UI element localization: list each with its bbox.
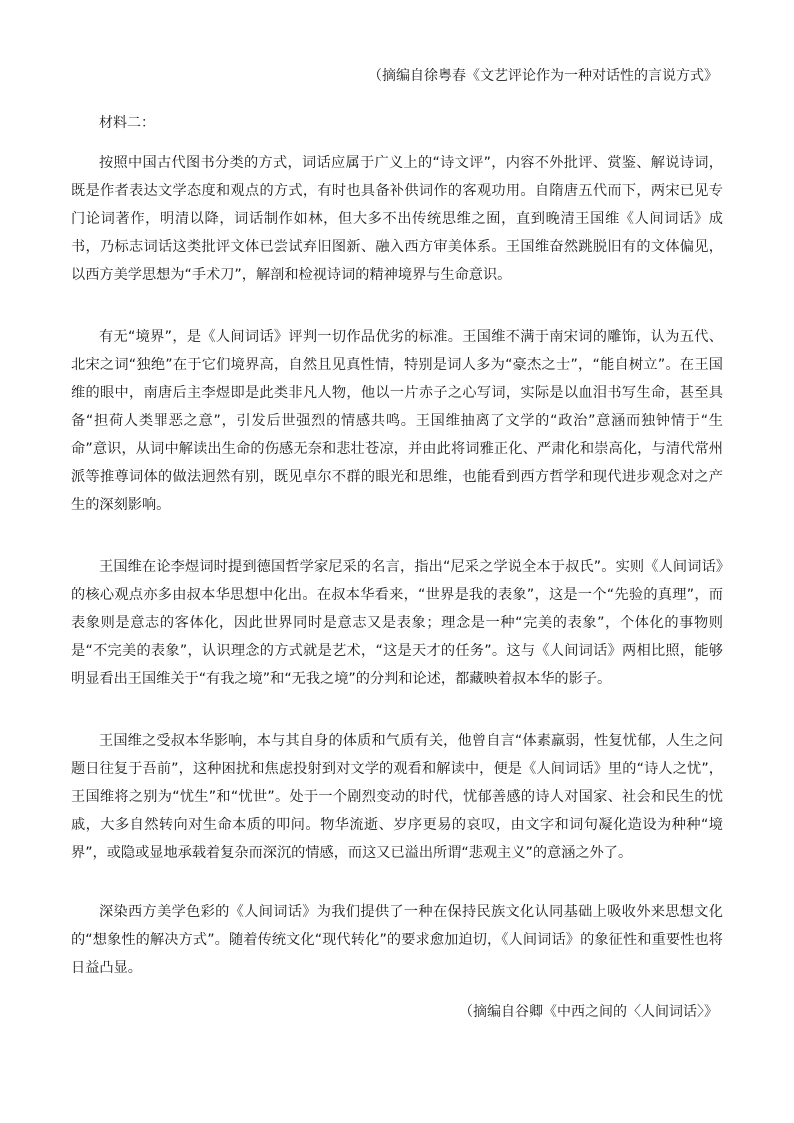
paragraph-5: 深染西方美学色彩的《人间词话》为我们提供了一种在保持民族文化认同基础上吸收外来思想文化的“想象性的解决方式”。随着传统文化“现代转化”的要求愈加迫切，《人间词话》的象征性和重要性也将日益凸显。	[71, 904, 723, 976]
source-citation-bottom: （摘编自谷卿《中西之间的〈人间词话〉》	[459, 1004, 718, 1020]
paragraph-4: 王国维之受叔本华影响，本与其自身的体质和气质有关，他曾自言“体素羸弱，性复忧郁，人生之问题日往复于吾前”，这种困扰和焦虑投射到对文学的观看和解读中，便是《人间词话》里的“诗人之忧”，王国维将之别为“忧生”和“忧世”。处于一个剧烈变动的时代，忧郁善感的诗人对国家、社会和民生的忧戚，大多自然转向对生命本质的叩问。物华流逝、岁序更易的哀叹，由文字和词句凝化造设为种种“境界”，或隐或显地承载着复杂而深沉的情感，而这又已溢出所谓“悲观主义”的意涵之外了。	[71, 733, 723, 861]
paragraph-3: 王国维在论李煜词时提到德国哲学家尼采的名言，指出“尼采之学说全本于叔氏”。实则《人间词话》的核心观点亦多由叔本华思想中化出。在叔本华看来，“世界是我的表象”，这是一个“先验的真理”，而表象则是意志的客体化，因此世界同时是意志又是表象；理念是一种“完美的表象”，个体化的事物则是“不完美的表象”，认识理念的方式就是艺术，“这是天才的任务”。这与《人间词话》两相比照，能够明显看出王国维关于“有我之境”和“无我之境”的分判和论述，都藏映着叔本华的影子。	[71, 559, 723, 687]
paragraph-1: 按照中国古代图书分类的方式，词话应属于广义上的“诗文评”，内容不外批评、赏鉴、解说诗词，既是作者表达文学态度和观点的方式，有时也具备补供词作的客观功用。自隋唐五代而下，两宋已见专门论词著作，明清以降，词话制作如林，但大多不出传统思维之囿，直到晚清王国维《人间词话》成书，乃标志词话这类批评文体已尝试弃旧图新、融入西方审美体系。王国维奋然跳脱旧有的文体偏见，以西方美学思想为“手术刀”，解剖和检视诗词的精神境界与生命意识。	[71, 155, 723, 283]
source-citation-top: （摘编自徐粤春《文艺评论作为一种对话性的言说方式》	[368, 68, 718, 84]
paragraph-2: 有无“境界”，是《人间词话》评判一切作品优劣的标准。王国维不满于南宋词的雕饰，认为五代、北宋之词“独绝”在于它们境界高，自然且见真性情，特别是词人多为“豪杰之士”，“能自树立”。在王国维的眼中，南唐后主李煜即是此类非凡人物，他以一片赤子之心写词，实际是以血泪书写生命，甚至具备“担荷人类罪恶之意”，引发后世强烈的情感共鸣。王国维抽离了文学的“政治”意涵而独钟情于“生命”意识，从词中解读出生命的伤感无奈和悲壮苍凉，并由此将词雅正化、严肃化和崇高化，与清代常州派等推尊词体的做法迥然有别，既见卓尔不群的眼光和思维，也能看到西方哲学和现代进步观念对之产生的深刻影响。	[71, 329, 723, 513]
section-heading: 材料二：	[99, 115, 155, 131]
